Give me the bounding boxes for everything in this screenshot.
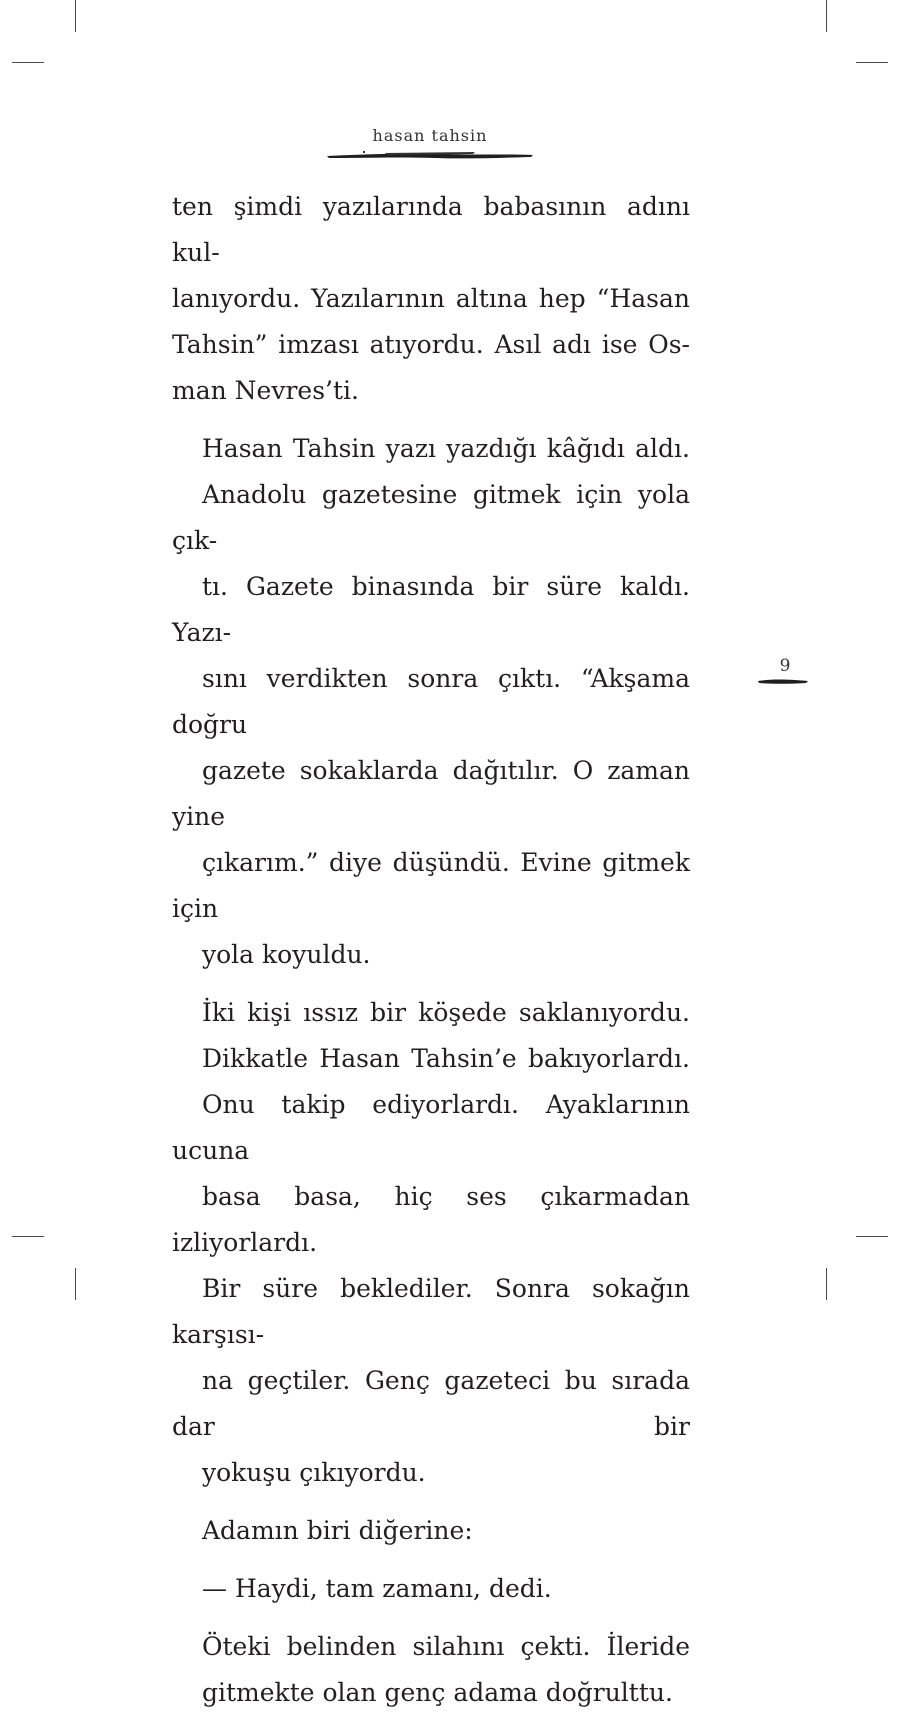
text-line: gazete sokaklarda dağıtılır. O zaman yine bbox=[172, 756, 690, 831]
text-line: ten şimdi yazılarında babasının adını kul- bbox=[172, 192, 690, 267]
paragraph bbox=[172, 1624, 690, 1716]
text-line: — Haydi, tam zamanı, dedi. bbox=[202, 1574, 552, 1603]
paragraph bbox=[172, 1566, 690, 1612]
crop-mark-bottom-right bbox=[826, 1268, 827, 1300]
text-line: lanıyordu. Yazılarının altına hep “Hasan bbox=[172, 284, 690, 313]
text-line: gitmekte olan genç adama doğrulttu. bbox=[202, 1678, 673, 1707]
brush-stroke-divider bbox=[325, 148, 535, 162]
text-line: yokuşu çıkıyordu. bbox=[202, 1458, 426, 1487]
text-line: Adamın biri diğerine: bbox=[202, 1516, 473, 1545]
crop-mark-top-right bbox=[826, 0, 827, 32]
crop-mark-bottom-left bbox=[75, 1268, 76, 1300]
folio-brush-stroke bbox=[756, 676, 810, 686]
text-line: sını verdikten sonra çıktı. “Akşama doğru bbox=[172, 664, 690, 739]
text-line: na geçtiler. Genç gazeteci bu sırada dar bir bbox=[172, 1366, 690, 1441]
crop-mark-left-top bbox=[12, 62, 44, 63]
text-line: tı. Gazete binasında bir süre kaldı. Yazı- bbox=[172, 572, 690, 647]
text-line: Hasan Tahsin yazı yazdığı kâğıdı aldı. bbox=[202, 434, 690, 463]
text-line: çıkarım.” diye düşündü. Evine gitmek için bbox=[172, 848, 690, 923]
crop-mark-left-bottom bbox=[12, 1236, 44, 1237]
crop-mark-right-bottom bbox=[856, 1236, 888, 1237]
paragraph bbox=[172, 426, 690, 978]
text-line: yola koyuldu. bbox=[202, 940, 371, 969]
paragraph bbox=[172, 184, 690, 414]
text-line: Anadolu gazetesine gitmek için yola çık- bbox=[172, 480, 690, 555]
text-line: Onu takip ediyorlardı. Ayaklarının ucuna bbox=[172, 1090, 690, 1165]
text-line: Öteki belinden silahını çekti. İleride bbox=[202, 1632, 690, 1661]
paragraph bbox=[172, 990, 690, 1496]
text-line: basa basa, hiç ses çıkarmadan izliyorlardı. bbox=[172, 1182, 690, 1257]
text-line: man Nevres’ti. bbox=[172, 376, 359, 405]
page-number: 9 bbox=[779, 656, 791, 676]
running-head: hasan tahsin bbox=[372, 126, 488, 145]
crop-mark-top-left bbox=[75, 0, 76, 32]
text-line: Bir süre beklediler. Sonra sokağın karşısı- bbox=[172, 1274, 690, 1349]
crop-mark-right-top bbox=[856, 62, 888, 63]
text-line: İki kişi ıssız bir köşede saklanıyordu. bbox=[202, 998, 690, 1027]
paragraph bbox=[172, 1508, 690, 1554]
text-line: Dikkatle Hasan Tahsin’e bakıyorlardı. bbox=[202, 1044, 690, 1073]
text-line: Tahsin” imzası atıyordu. Asıl adı ise Os- bbox=[172, 330, 690, 359]
body-text bbox=[172, 184, 690, 1728]
